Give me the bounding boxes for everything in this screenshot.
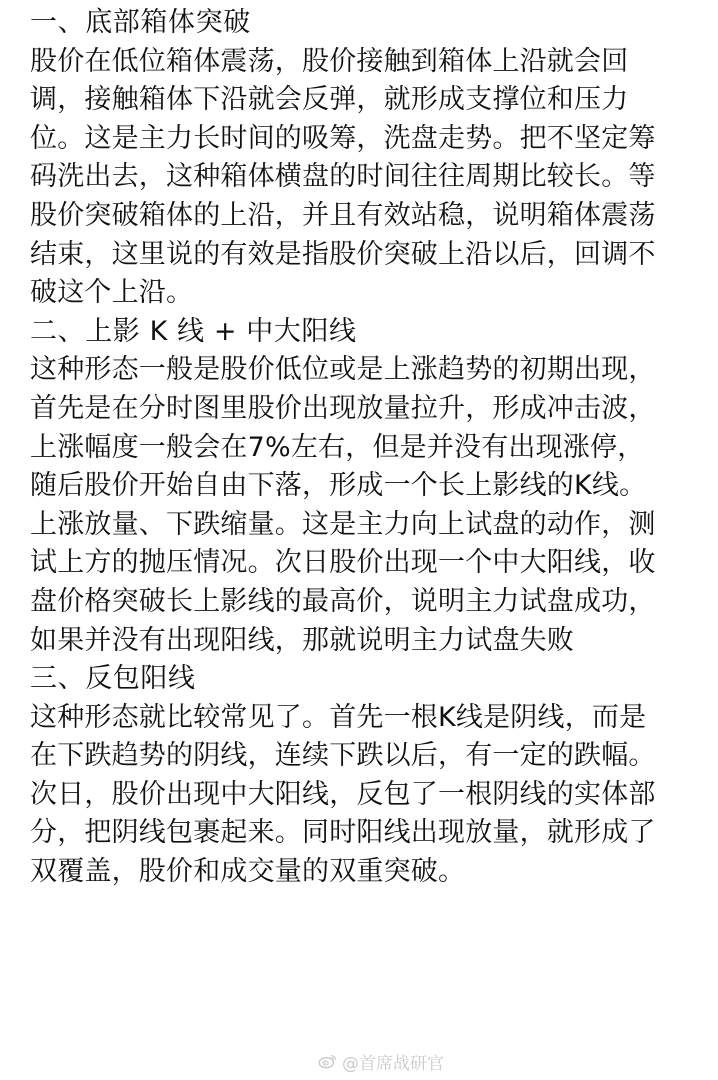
paragraph-line: 分，把阴线包裹起来。同时阳线出现放量，就形成了 bbox=[30, 817, 656, 849]
paragraph-line: 股价在低位箱体震荡，股价接触到箱体上沿就会回 bbox=[30, 45, 629, 77]
paragraph-line: 这种形态一般是股价低位或是上涨趋势的初期出现， bbox=[30, 354, 656, 386]
paragraph-line: 破这个上沿。 bbox=[30, 277, 194, 309]
paragraph-line: 盘价格突破长上影线的最高价，说明主力试盘成功， bbox=[30, 585, 656, 617]
paragraph-line: 这种形态就比较常见了。首先一根K线是阴线，而是 bbox=[30, 701, 647, 733]
weibo-logo-icon bbox=[318, 1052, 338, 1070]
paragraph-line: 上涨幅度一般会在7%左右，但是并没有出现涨停， bbox=[30, 431, 645, 463]
watermark-text: @首席战研官 bbox=[342, 1053, 444, 1074]
paragraph-line: 试上方的抛压情况。次日股价出现一个中大阳线，收 bbox=[30, 547, 656, 579]
section-heading-box-breakout: 一、底部箱体突破 bbox=[30, 7, 251, 38]
weibo-watermark bbox=[318, 1049, 444, 1073]
paragraph-line: 在下跌趋势的阴线，连续下跌以后，有一定的跌幅。 bbox=[30, 740, 656, 772]
paragraph-line: 调，接触箱体下沿就会反弹，就形成支撑位和压力 bbox=[30, 84, 629, 116]
section-heading-upper-shadow: 二、上影 K 线 + 中大阳线 bbox=[30, 315, 357, 347]
paragraph-line: 次日，股价出现中大阳线，反包了一根阴线的实体部 bbox=[30, 778, 656, 810]
paragraph-line: 码洗出去，这种箱体横盘的时间往往周期比较长。等 bbox=[30, 161, 656, 193]
paragraph-line: 双覆盖，股价和成交量的双重突破。 bbox=[30, 856, 466, 888]
paragraph-line: 股价突破箱体的上沿，并且有效站稳，说明箱体震荡 bbox=[30, 199, 656, 231]
paragraph-line: 首先是在分时图里股价出现放量拉升，形成冲击波， bbox=[30, 392, 656, 424]
section-heading-engulfing: 三、反包阳线 bbox=[30, 663, 196, 695]
paragraph-line: 位。这是主力长时间的吸筹，洗盘走势。把不坚定筹 bbox=[30, 122, 656, 154]
paragraph-line: 结束，这里说的有效是指股价突破上沿以后，回调不 bbox=[30, 238, 656, 270]
paragraph-line: 上涨放量、下跌缩量。这是主力向上试盘的动作，测 bbox=[30, 508, 656, 540]
paragraph-line: 如果并没有出现阳线，那就说明主力试盘失败 bbox=[30, 624, 574, 656]
paragraph-line: 随后股价开始自由下落，形成一个长上影线的K线。 bbox=[30, 470, 647, 502]
